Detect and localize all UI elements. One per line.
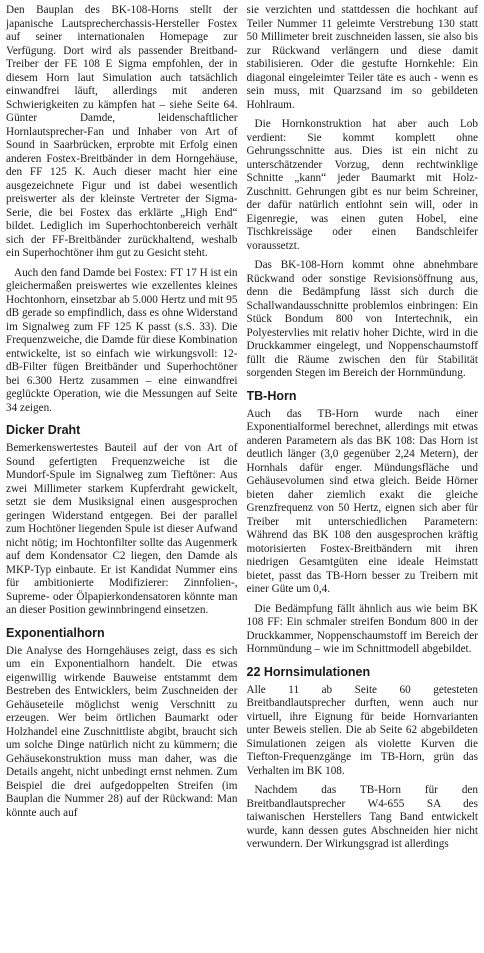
paragraph: Bemerkenswertestes Bauteil auf der von Art of Sound gefertigten Frequenzweiche ist die Mundorf-Spule im Signalweg zum Tieftöner: Aus zwei Millimeter starkem Kupferdraht gewickelt, setzt sie dem Musiksignal einen ausgesprochen geringen Widerstand entgegen. Bei der parallel zum Hochtöner liegenden Spule ist dieser Aufwand nicht nötig; im Hochtonfilter sollte das Augenmerk auf dem Kondensator C2 liegen, den Damde als MKP-Typ einbaute. Er ist Kandidat Nummer eins für ambitionierte Modifizierer: Zinnfolien-, Supreme- oder Ölpapierkondensatoren könnte man an dieser Position gewinnbringend einsetzen. — [6, 442, 238, 616]
paragraph: Die Hornkonstruktion hat aber auch Lob verdient: Sie kommt komplett ohne Gehrungsschnitte aus. Dies ist ein nicht zu unterschätzender Vorzug, denn rechtwinklige Schnitte „kann“ jeder Baumarkt mit Holz-Zuschnitt. Gehrungen gibt es nur beim Schreiner, der dafür natürlich entlohnt sein will, oder in Eigenregie, was einen guten Hobel, eine Tischkreissäge oder einen Bandschleifer voraussetzt. — [246, 118, 478, 252]
left-column — [6, 4, 238, 953]
paragraph: Die Analyse des Horngehäuses zeigt, dass es sich um ein Exponentialhorn handelt. Die etwas eigenwillig wirkende Bauweise entstammt dem Bestreben des Entwicklers, beim Zuschneiden der Gehäuseteile möglichst wenig Verschnitt zu erzeugen. Wer beim örtlichen Baumarkt oder Holzhandel eine Zuschnittliste abgibt, braucht sich um solche Dinge natürlich nicht zu kümmern; die Gehäusekonstruktion muss man daher, was die Details angeht, nicht unbedingt ernst nehmen. Zum Beispiel die drei aufgedoppelten Streifen (im Bauplan die Nummer 28) auf der Rückwand: Man könnte auch auf — [6, 644, 238, 819]
section-heading: Exponentialhorn — [6, 625, 105, 640]
paragraph: Das BK-108-Horn kommt ohne abnehmbare Rückwand oder sonstige Revisionsöffnung aus, denn die Bedämpfung lässt sich durch die Schallwandausschnitte problemlos einbringen: Ein Stück Bondum 800 von Intertechnik, ein Polyestervlies mit relativ hoher Dichte, wird in die Druckkammer eingelegt, und Noppenschaumstoff füllt die Räume zwischen den für Stabilität sorgenden Stegen im Bereich der Hornmündung. — [246, 259, 478, 379]
section-heading: 22 Hornsimulationen — [246, 664, 371, 679]
paragraph: Alle 11 ab Seite 60 getesteten Breitbandlautsprecher durften, wenn auch nur virtuell, ihre Eignung für beide Hornvarianten unter Beweis stellen. Die ab Seite 62 abgebildeten Simulationen zeigen als violette Kurven die Tiefton-Frequenzgänge im TB-Horn, grün das Verhalten im BK 108. — [246, 683, 478, 777]
paragraph: Den Bauplan des BK-108-Horns stellt der japanische Lautsprecherchassis-Hersteller Fostex auf seiner internationalen Homepage zur Verfügung. Dort wird als passender Breitband-Treiber der FE 108 E Sigma empfohlen, der in diesem Horn laut Simulation auch tatsächlich einwandfrei läuft, allerdings mit anderen Schwierigkeiten zu kämpfen hat – siehe Seite 64. Günter Damde, leidenschaftlicher Hornlautsprecher-Fan und Inhaber von Art of Sound in Saarbrücken, erprobte mit Erfolg einen anderen Fostex-Breitbänder in dem Horngehäuse, den FF 125 K. Auch dieser macht hier eine ausgezeichnete Figur und ist dabei wesentlich preiswerter als der kleinste Vertreter der Sigma-Serie, die bei Fostex das erklärte „High End“ bildet. Lediglich im Superhochtonbereich verhält sich der FF-Breitbänder zurückhaltend, weshalb ein Superhochtöner ihm gut zu Gesicht steht. — [6, 4, 238, 259]
section-heading: TB-Horn — [246, 388, 297, 403]
paragraph: Nachdem das TB-Horn für den Breitbandlautsprecher W4-655 SA des taiwanischen Herstellers Tang Band entwickelt wurde, kann dessen gutes Abschneiden hier nicht verwundern. Der Wirkungsgrad ist allerdings — [246, 784, 478, 850]
paragraph: sie verzichten und stattdessen die hochkant auf Teiler Nummer 11 geleimte Verstrebung 130 statt 50 Millimeter breit zuschneiden lassen, sie also bis zur Rückwand verlängern und diese damit stabilisieren. Oder die gestufte Hornkehle: Ein diagonal eingeleimter Teiler täte es auch - wenn es sein muss, mit Quarzsand im so gebildeten Hohlraum. — [246, 4, 478, 111]
paragraph: Auch das TB-Horn wurde nach einer Exponentialformel berechnet, allerdings mit etwas anderen Parametern als das BK 108: Das Horn ist deutlich länger (3,0 gegenüber 2,24 Metern), der Hornhals dafür enger. Mündungsfläche und Gehäusevolumen sind etwa gleich. Beide Hörner bieten daher ziemlich exakt die gleiche Grenzfrequenz von 50 Hertz, eignen sich aber für Treiber mit unterschiedlichen Parametern: Während das BK 108 den ausgesprochen kräftig motorisierten Fostex-Breitbändern mit ihren niedrigen Gesamtgüten eine ideale Heimstatt bietet, passt das TB-Horn besser zu Treibern mit einer Güte um 0,4. — [246, 407, 478, 595]
paragraph: Auch den fand Damde bei Fostex: FT 17 H ist ein gleichermaßen preiswertes wie exzellentes kleines Hochtonhorn, einsetzbar ab 5.000 Hertz und mit 95 dB gerade so empfindlich, dass es ohne Widerstand im Signalweg zum FF 125 K passt (s.S. 33). Die Frequenzweiche, die Damde für diese Kombination entwickelte, ist so einfach wie wirkungsvoll: 12-dB-Filter fügen Breitbänder und Superhochtöner bei 6.300 Hertz zusammen – eine einwandfrei geglückte Operation, wie die Messungen auf Seite 34 zeigen. — [6, 266, 238, 414]
right-column — [247, 4, 479, 953]
paragraph: Die Bedämpfung fällt ähnlich aus wie beim BK 108 FF: Ein schmaler streifen Bondum 800 in der Druckkammer, Noppenschaumstoff im Bereich der Hornmündung – wie im Schnittmodell abgebildet. — [246, 602, 478, 655]
section-heading: Dicker Draht — [6, 423, 81, 437]
